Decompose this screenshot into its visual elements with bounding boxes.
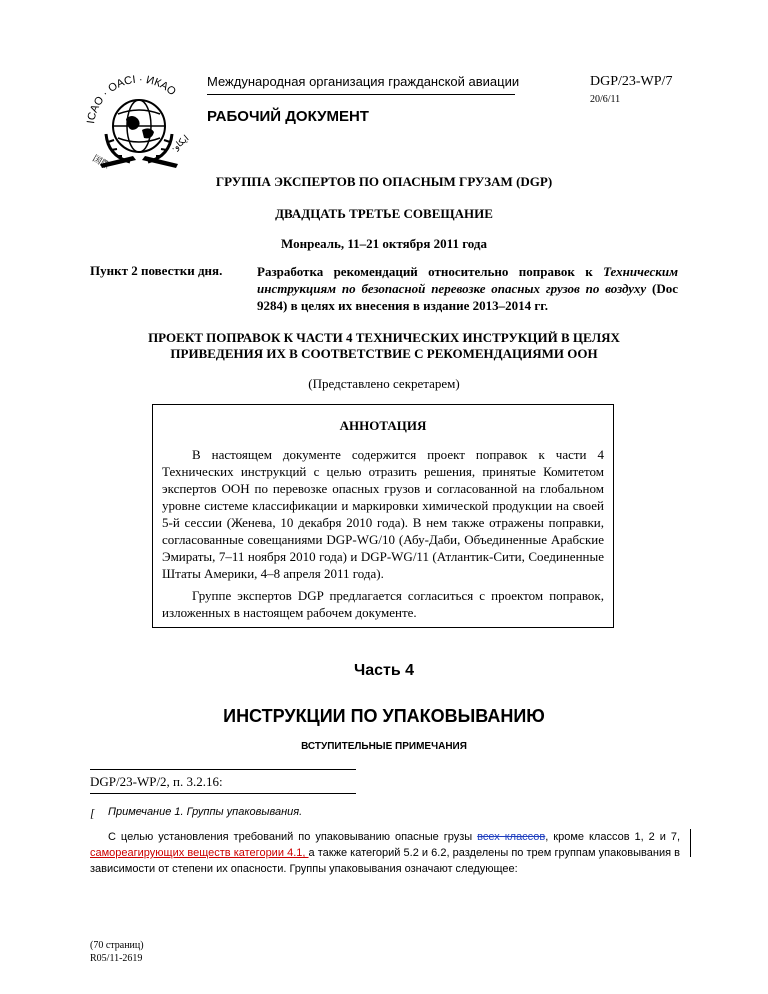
working-paper-title-line1: ПРОЕКТ ПОПРАВОК К ЧАСТИ 4 ТЕХНИЧЕСКИХ ИНСТРУКЦИЙ В ЦЕЛЯХ: [148, 330, 620, 345]
meeting-session: ДВАДЦАТЬ ТРЕТЬЕ СОВЕЩАНИЕ: [275, 206, 493, 221]
logo-ring-text: ICAO · OACI · ИКАО: [85, 73, 179, 125]
part-heading: Часть 4: [353, 662, 415, 679]
working-paper-title-line2: ПРИВЕДЕНИЯ ИХ В СООТВЕТСТВИЕ С РЕКОМЕНДАЦИЯМИ ООН: [170, 346, 598, 361]
page-count: (70 страниц): [90, 940, 144, 951]
part-title: ИНСТРУКЦИИ ПО УПАКОВЫВАНИЮ: [223, 706, 545, 726]
organization-name: Международная организация гражданской авиации: [207, 74, 520, 89]
document-type: РАБОЧИЙ ДОКУМЕНТ: [207, 108, 369, 125]
icao-emblem-logo: [78, 64, 200, 178]
annotation-title: АННОТАЦИЯ: [339, 418, 427, 433]
document-code: R05/11-2619: [90, 953, 143, 964]
document-number: DGP/23-WP/7: [590, 74, 673, 89]
svg-text:·ايكاو: ·ايكاو: [169, 133, 192, 155]
meeting-group: ГРУППА ЭКСПЕРТОВ ПО ОПАСНЫМ ГРУЗАМ (DGP): [215, 174, 553, 189]
change-bar: [690, 829, 691, 857]
presented-by: (Представлено секретарем): [308, 376, 460, 391]
meeting-place-dates: Монреаль, 11–21 октября 2011 года: [281, 236, 487, 251]
document-date: 20/6/11: [590, 94, 621, 105]
header-rule: [207, 94, 515, 95]
amended-paragraph: С целью установления требований по упаковыванию опасные грузы всех классов, кроме классов 1, 2 и 7, самореагирующих веществ категории 4.1, а также категорий 5.2 и 6.2, разделены по трем группам упаковывания в зависимости от степени их опасности. Группы упаковывания означают следующее:: [90, 831, 681, 875]
annotation-paragraph-1: В настоящем документе содержится проект поправок к части 4 Технических инструкций с целью отразить решения, принятые Комитетом экспертов ООН по перевозке опасных грузов и согласованной на глобальном уровне системе классификации и маркировки химической продукции на своей 5-й сессии (Женева, 10 декабря 2010 года). В нем также отражены поправки, согласованные совещаниями DGP-WG/10 (Абу-Даби, Объединенные Арабские Эмираты, 7–11 ноября 2010 года) и DGP-WG/11 (Атлантик-Сити, Соединенные Штаты Америки, 4–8 апреля 2011 года).: [162, 447, 604, 581]
introductory-notes-heading: ВСТУПИТЕЛЬНЫЕ ПРИМЕЧАНИЯ: [301, 741, 467, 752]
svg-text:国際: 国際: [90, 153, 112, 172]
reference-rule-top: [90, 769, 356, 770]
deleted-text: всех классов: [477, 831, 546, 843]
amendment-open-bracket: [: [90, 806, 95, 820]
note-heading: Примечание 1. Группы упаковывания.: [108, 806, 303, 818]
agenda-item-label: Пункт 2 повестки дня.: [90, 263, 223, 278]
reference-text: DGP/23-WP/2, п. 3.2.16:: [90, 774, 223, 789]
inserted-text: самореагирующих веществ категории 4.1,: [90, 847, 309, 859]
reference-rule-bottom: [90, 793, 356, 794]
agenda-item-text: Разработка рекомендаций относительно поправок к Техническим инструкциям по безопасной перевозке опасных грузов по воздуху (Doc 9284) в целях их внесения в издание 2013–2014 гг.: [257, 264, 678, 313]
annotation-paragraph-2: Группе экспертов DGP предлагается согласиться с проектом поправок, изложенных в настоящем рабочем документе.: [162, 588, 604, 620]
